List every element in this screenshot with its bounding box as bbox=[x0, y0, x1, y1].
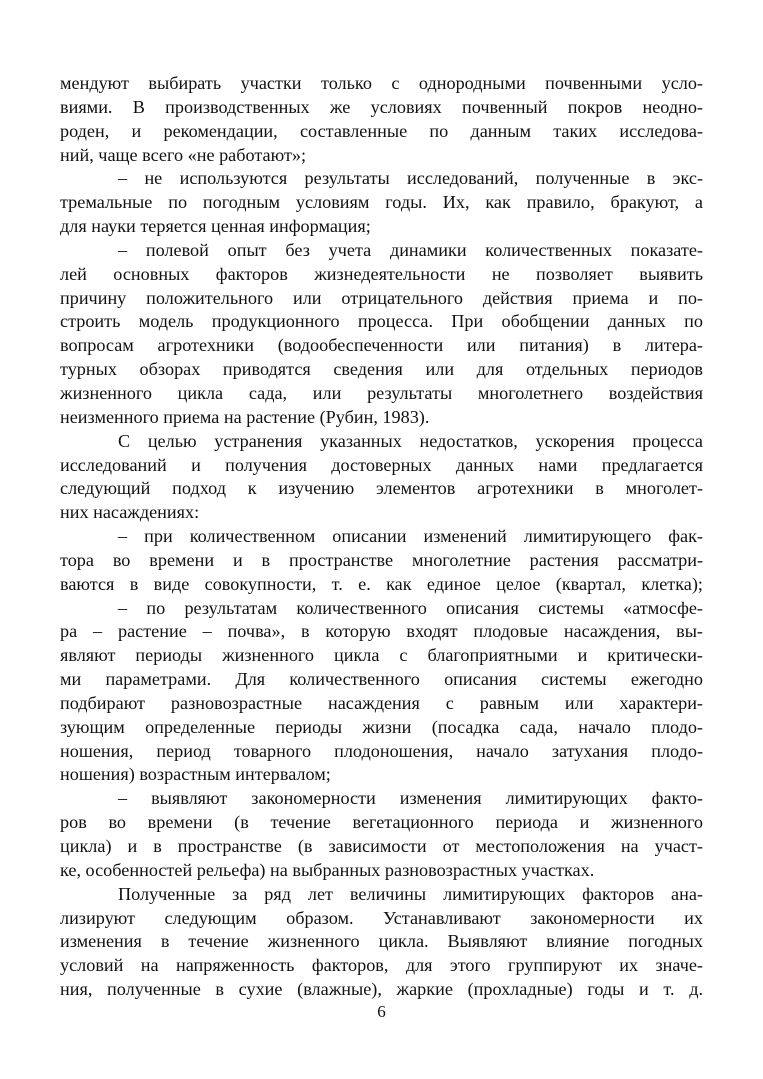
text-line: ния, полученные в сухие (влажные), жаркие (прохладные) годы и т. д. bbox=[60, 979, 703, 1000]
text-line: исследований и получения достоверных данных нами предлагается bbox=[60, 454, 703, 475]
text-line: ми параметрами. Для количественного описания системы ежегодно bbox=[60, 669, 703, 690]
text-line: вопросам агротехники (водообеспеченности или питания) в литера- bbox=[60, 335, 703, 356]
text-line: подбирают разновозрастные насаждения с равным или характери- bbox=[60, 692, 703, 713]
text-line: для науки теряется ценная информация; bbox=[60, 216, 371, 237]
text-line: жизненного цикла сада, или результаты многолетнего воздействия bbox=[60, 382, 703, 403]
text-line: изменения в течение жизненного цикла. Выявляют влияние погодных bbox=[60, 931, 703, 952]
text-line: ке, особенностей рельефа) на выбранных разновозрастных участках. bbox=[60, 859, 595, 880]
text-line: цикла) и в пространстве (в зависимости от местоположения на участ- bbox=[60, 836, 703, 856]
body-text bbox=[60, 72, 703, 1002]
text-line: мендуют выбирать участки только с однородными почвенными усло- bbox=[60, 73, 703, 93]
text-line: – по результатам количественного описания системы «атмосфе- bbox=[118, 597, 703, 618]
text-line: ношения) возрастным интервалом; bbox=[60, 764, 331, 785]
text-line: тора во времени и в пространстве многолетние растения рассматри- bbox=[60, 549, 703, 570]
text-line: следующий подход к изучению элементов агротехники в многолет- bbox=[60, 478, 703, 499]
text-line: них насаждениях: bbox=[60, 502, 200, 523]
text-line: лей основных факторов жизнедеятельности не позволяет выявить bbox=[60, 263, 703, 284]
text-line: зующим определенные периоды жизни (посадка сада, начало плодо- bbox=[60, 716, 703, 737]
text-line: лизируют следующим образом. Устанавливают закономерности их bbox=[60, 907, 703, 928]
text-line: – выявляют закономерности изменения лимитирующих факто- bbox=[118, 788, 703, 809]
text-line: виями. В производственных же условиях почвенный покров неодно- bbox=[60, 96, 703, 117]
text-line: тремальные по погодным условиям годы. Их, как правило, бракуют, а bbox=[60, 192, 703, 213]
text-line: ра – растение – почва», в которую входят плодовые насаждения, вы- bbox=[60, 621, 703, 642]
text-line: ров во времени (в течение вегетационного периода и жизненного bbox=[60, 812, 703, 833]
text-line: причину положительного или отрицательного действия приема и по- bbox=[60, 287, 703, 308]
text-line: С целью устранения указанных недостатков, ускорения процесса bbox=[118, 430, 703, 451]
page-number: 6 bbox=[377, 1002, 386, 1021]
text-line: ношения, период товарного плодоношения, начало затухания плодо- bbox=[60, 740, 703, 761]
text-line: – полевой опыт без учета динамики количественных показате- bbox=[118, 239, 703, 260]
text-line: турных обзорах приводятся сведения или для отдельных периодов bbox=[60, 359, 703, 380]
text-line: строить модель продукционного процесса. При обобщении данных по bbox=[60, 311, 703, 332]
text-line: ваются в виде совокупности, т. е. как единое целое (квартал, клетка); bbox=[60, 573, 703, 594]
text-line: условий на напряженность факторов, для этого группируют их значе- bbox=[60, 955, 703, 976]
text-line: неизменного приема на растение (Рубин, 1983). bbox=[60, 406, 430, 427]
text-line: ний, чаще всего «не работают»; bbox=[60, 144, 307, 165]
text-line: роден, и рекомендации, составленные по данным таких исследова- bbox=[60, 120, 703, 141]
text-line: – не используются результаты исследований, полученные в экс- bbox=[118, 168, 703, 189]
text-line: – при количественном описании изменений лимитирующего фак- bbox=[118, 526, 703, 547]
text-line: Полученные за ряд лет величины лимитирующих факторов ана- bbox=[118, 883, 703, 904]
text-line: являют периоды жизненного цикла с благоприятными и критически- bbox=[60, 645, 703, 666]
